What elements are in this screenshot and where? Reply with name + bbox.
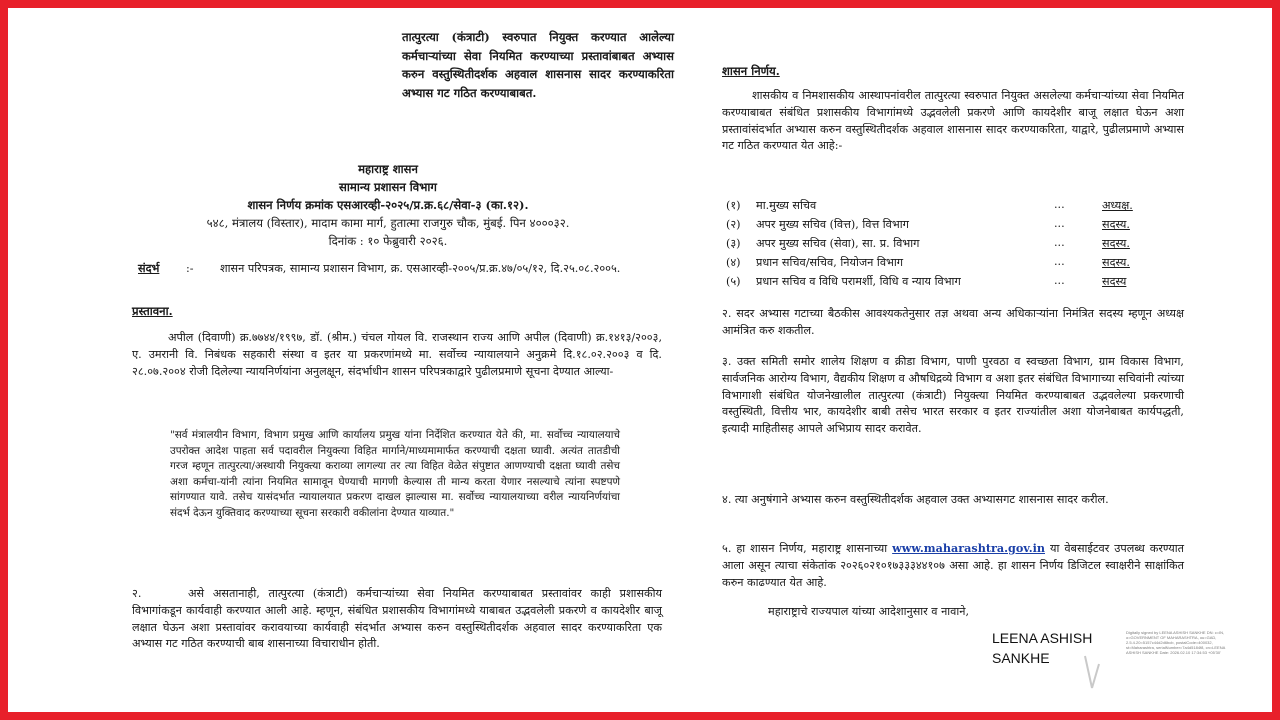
resolution-number: शासन निर्णय क्रमांक एसआरव्ही-२०२५/प्र.क्र.६८/सेवा-३ (का.१२).: [247, 198, 529, 212]
member-row: [726, 198, 1146, 217]
member-name: अपर मुख्य सचिव (सेवा), सा. प्र. विभाग: [756, 237, 920, 250]
department-name: सामान्य प्रशासन विभाग: [339, 180, 437, 194]
signatory-name-line-2: SANKHE: [992, 650, 1050, 666]
member-number: (२): [726, 218, 741, 231]
reference-text: शासन परिपत्रक, सामान्य प्रशासन विभाग, क्र. एसआरव्ही-२००५/प्र.क्र.४७/०५/१२, दि.२५.०८.२००५.: [220, 262, 621, 275]
member-row: [726, 274, 1146, 293]
member-name: प्रधान सचिव/सचिव, नियोजन विभाग: [756, 256, 904, 269]
date: दिनांक : १० फेब्रुवारी २०२६.: [328, 234, 448, 248]
member-role: सदस्य.: [1102, 218, 1130, 231]
member-role: सदस्य: [1102, 275, 1127, 288]
member-number: (१): [726, 199, 741, 212]
signatory-name-line-1: LEENA ASHISH: [992, 630, 1093, 646]
circular-quote: "सर्व मंत्रालयीन विभाग, विभाग प्रमुख आणि कार्यालय प्रमुख यांना निर्देशित करण्यात येते की, मा. सर्वोच्च न्यायालयाचे उपरोक्त आदेश पाहता सर्व पदावरील नियुक्त्या विहित मार्गाने/माध्यमामार्फत करण्याची दक्षता घ्यावी. अत्यंत तातडीची गरज म्हणून तात्पुरत्या/अस्थायी नियुक्त्या कराव्या लागल्या तर त्या विहित वेळेत संपुष्टात आणण्याची दक्षता घ्यावी तसेच अशा कर्मचा-यांनी त्यांना नियमित सामावून घेण्याची मागणी केल्यास ती मान्य करता येणार नसल्याचे त्यांना स्पष्टपणे सांगण्यात यावे. तसेच यासंदर्भात न्यायालयात प्रकरण दाखल झाल्यास मा. सर्वोच्च न्यायालयाच्या वरील न्यायनिर्णयांचा संदर्भ देऊन युक्तिवाद करण्याच्या सूचना सरकारी वकीलांना देण्यात याव्यात.": [170, 429, 620, 519]
paragraph-5-suffix: या वेबसाईटवर उपलब्ध करण्यात आला असून त्याचा संकेतांक २०२६०२१०१७३३३४४१०७ असा आहे. हा शासन निर्णय डिजिटल स्वाक्षरीने साक्षांकित करुन काढण्यात येत आहे.: [722, 542, 1184, 589]
member-dots: ...: [1054, 274, 1065, 287]
preamble-paragraph-2: असे असतानाही, तात्पुरत्या (कंत्राटी) कर्मचाऱ्यांच्या सेवा नियमित करण्याबाबत प्रस्तावांवर काही प्रशासकीय विभागांकडून कार्यवाही करण्यात आली आहे. म्हणून, संबंधित प्रशासकीय विभागांमध्ये याबाबत उद्भवलेली प्रकरणे व कायदेशीर बाजू लक्षात घेऊन अशा प्रस्तावांवर करावयाच्या कार्यवाही संदर्भात अभ्यास करुन वस्तुस्थितीदर्शक अहवाल सादर करण्याकरिता एक अभ्यास गट गठित करण्याची बाब शासनाच्या विचाराधीन होती.: [132, 587, 662, 651]
member-dots: ...: [1054, 217, 1065, 230]
address: ५४८, मंत्रालय (विस्तार), मादाम कामा मार्ग, हुतात्मा राजगुरु चौक, मुंबई. पिन ४०००३२.: [206, 216, 570, 230]
member-role: अध्यक्ष.: [1102, 199, 1133, 212]
website-link[interactable]: www.maharashtra.gov.in: [892, 541, 1045, 555]
resolution-paragraph-4: ४. त्या अनुषंगाने अभ्यास करुन वस्तुस्थितीदर्शक अहवाल उक्त अभ्यासगट शासनास सादर करील.: [722, 493, 1109, 506]
signature-checkmark-icon: [1082, 654, 1102, 690]
member-number: (५): [726, 275, 741, 288]
reference-separator: :-: [186, 262, 194, 275]
member-dots: ...: [1054, 236, 1065, 249]
preamble-heading: प्रस्तावना.: [132, 304, 173, 318]
member-number: (४): [726, 256, 741, 269]
member-role: सदस्य.: [1102, 237, 1130, 250]
member-name: मा.मुख्य सचिव: [756, 199, 817, 212]
resolution-paragraph-5: [722, 540, 1184, 591]
left-page: [118, 8, 678, 712]
resolution-paragraph-2: २. सदर अभ्यास गटाच्या बैठकीस आवश्यकतेनुसार तज्ञ अथवा अन्य अधिकाऱ्यांना निमंत्रित सदस्य म्हणून अध्यक्ष आमंत्रित करु शकतील.: [722, 307, 1184, 337]
member-name: प्रधान सचिव व विधि परामर्शी, विधि व न्याय विभाग: [756, 275, 961, 288]
member-number: (३): [726, 237, 741, 250]
resolution-heading: शासन निर्णय.: [722, 64, 780, 78]
committee-members: [726, 198, 1146, 293]
member-name: अपर मुख्य सचिव (वित्त), वित्त विभाग: [756, 218, 909, 231]
preamble-paragraph-1: अपील (दिवाणी) क्र.७७४४/१९९७, डॉ. (श्रीम.) चंचल गोयल वि. राजस्थान राज्य आणि अपील (दिवाणी) क्र.१४१३/२००३, ए. उमरानी वि. निबंधक सहकारी संस्था व इतर या प्रकरणांमध्ये मा. सर्वोच्च न्यायालयाने अनुक्रमे दि.१८.०२.२००३ व दि. २८.०७.२००४ रोजी दिलेल्या न्यायनिर्णयांना अनुलक्षून, संदर्भाधीन शासन परिपत्रकाद्वारे पुढीलप्रमाणे सूचना देण्यात आल्या-: [132, 331, 662, 378]
subject-text: तात्पुरत्या (कंत्राटी) स्वरुपात नियुक्त करण्यात आलेल्या कर्मचाऱ्यांच्या सेवा नियमित करण्याच्या प्रस्तावांबाबत अभ्यास करुन वस्तुस्थितीदर्शक अहवाल शासनास सादर करण्याकरिता अभ्यास गट गठित करण्याबाबत.: [402, 30, 674, 100]
paragraph-5-prefix: ५. हा शासन निर्णय, महाराष्ट्र शासनाच्या: [722, 542, 888, 555]
closing-line: महाराष्ट्राचे राज्यपाल यांच्या आदेशानुसार व नावाने,: [768, 605, 970, 618]
member-row: [726, 236, 1146, 255]
digital-signature-details: Digitally signed by LEENA ASHISH SANKHE DN: c=IN, o=GOVERNMENT OF MAHARASHTRA, ou=GAD, 2.5.4.20=5157c44d2d6bcb, postalCode=400032, st=Maharashtra, serialNumber=7a4d5184f8, cn=LEENA ASHISH SANKHE Date: 2026.02.10 17:34:53 +05'30': [1126, 630, 1226, 655]
member-dots: ...: [1054, 255, 1065, 268]
member-dots: ...: [1054, 198, 1065, 211]
member-row: [726, 255, 1146, 274]
resolution-paragraph-3: ३. उक्त समिती समोर शालेय शिक्षण व क्रीडा विभाग, पाणी पुरवठा व स्वच्छता विभाग, ग्राम विकास विभाग, सार्वजनिक आरोग्य विभाग, वैद्यकीय शिक्षण व औषधिद्रव्ये विभाग व अशा इतर संबंधित विभागाच्या सचिवांनी त्यांच्या विभागाशी संबंधित योजनेखालील तात्पुरत्या (कंत्राटी) नियुक्त्या नियमित करण्याबाबत उद्भवलेल्या प्रकरणाची वस्तुस्थिती, वित्तीय भार, कायदेशीर बाबी तसेच भारत सरकार व इतर राज्यांतील अशा योजनेबाबत कार्यपद्धती, इत्यादी माहितीसह आपले अभिप्राय सादर करावेत.: [722, 355, 1184, 436]
reference-label: संदर्भ: [138, 261, 160, 275]
document-frame: [8, 8, 1272, 712]
digital-signature: [992, 628, 1242, 692]
right-page: [708, 8, 1188, 712]
resolution-intro: शासकीय व निमशासकीय आस्थापनांवरील तात्पुरत्या स्वरुपात नियुक्त असलेल्या कर्मचाऱ्यांच्या सेवा नियमित करण्याबाबत संबंधित प्रशासकीय विभागांमध्ये उद्भवलेली प्रकरणे आणि कायदेशीर बाजू लक्षात घेऊन अशा प्रस्तावांसंदर्भात अभ्यास करुन वस्तुस्थितीदर्शक अहवाल शासनास सादर करण्याकरिता, याद्वारे, पुढीलप्रमाणे अभ्यास गट गठित करण्यात येत आहे:-: [722, 89, 1184, 153]
org-name: महाराष्ट्र शासन: [358, 162, 418, 176]
member-role: सदस्य.: [1102, 256, 1130, 269]
preamble-paragraph-2-number: २.: [132, 587, 142, 600]
member-row: [726, 217, 1146, 236]
org-header: [118, 160, 658, 250]
